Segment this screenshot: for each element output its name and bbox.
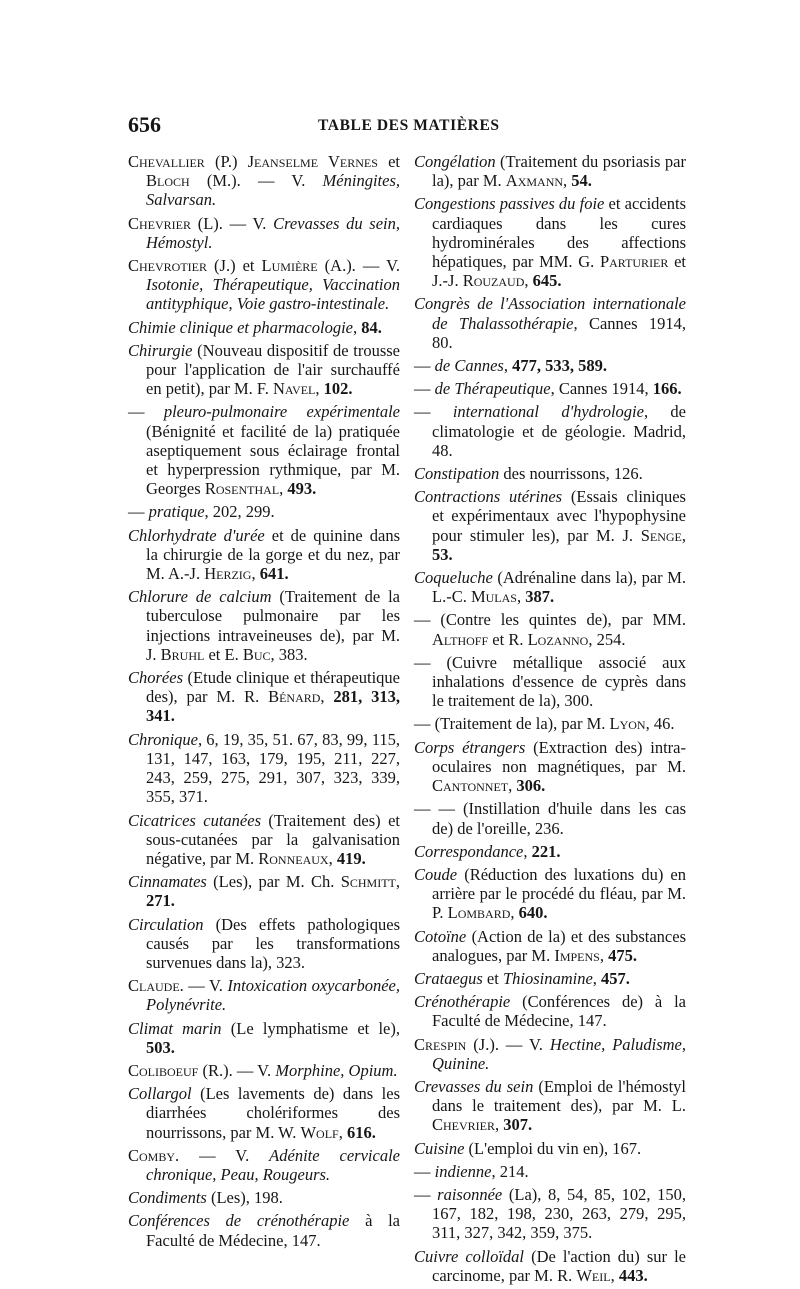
entry-term: Méningites, Salvarsan. <box>146 171 400 210</box>
entry-text: , <box>592 968 602 988</box>
index-entry <box>414 799 686 837</box>
index-entry <box>414 1162 686 1181</box>
entry-text: (R.). — V. <box>198 1060 276 1080</box>
entry-text: et <box>482 968 503 988</box>
entry-text: (Les), par M. Ch. <box>206 872 341 892</box>
entry-text: , 214. <box>491 1161 529 1181</box>
author-name: Ronneaux <box>258 848 329 868</box>
entry-term: pleuro-pulmonaire expérimentale <box>163 402 401 422</box>
page-ref: 221. <box>531 841 561 861</box>
entry-text: et <box>377 152 400 171</box>
index-entry <box>128 976 400 1014</box>
entry-text: , de climatologie et de géologie. Madrid, 48. <box>432 402 687 460</box>
entry-text: (M.). — V. <box>189 171 323 191</box>
index-entry <box>414 379 686 398</box>
author-name: Lumière <box>261 256 318 276</box>
entry-term: Constipation <box>414 464 500 484</box>
page-ref: 281, 313, 341. <box>146 687 401 726</box>
entry-text: (Des effets pathologiques causés par les transformations survenues dans la), 323. <box>146 914 400 972</box>
entry-text: , <box>516 587 526 607</box>
entry-term: Chronique <box>128 729 198 749</box>
author-name: Wolf <box>300 1122 339 1142</box>
index-entry <box>414 969 686 988</box>
entry-term: Cicatrices cutanées <box>128 810 261 830</box>
author-name: Rosenthal <box>204 479 280 499</box>
entry-text: , <box>524 271 533 291</box>
index-entry <box>128 1211 400 1249</box>
entry-term: Crevasses du sein <box>414 1076 534 1096</box>
author-name: Senge <box>640 525 682 545</box>
page-ref: 54. <box>571 171 592 191</box>
author-name: Bénard <box>268 687 321 707</box>
index-entry <box>414 402 686 460</box>
index-entry <box>414 487 686 564</box>
left-column <box>128 152 400 1254</box>
author-name: Schmitt <box>340 872 396 892</box>
entry-text: , <box>315 379 324 399</box>
entry-term: Congrès de l'Association internationale de Thalassothérapie <box>414 294 686 333</box>
index-entry <box>414 653 686 711</box>
index-entry <box>128 1019 400 1057</box>
author-name: Althoff <box>432 629 489 649</box>
entry-text: (De l'action du) sur le carcinome, par M. R. <box>432 1246 686 1285</box>
entry-term: raisonnée <box>437 1184 503 1204</box>
entry-text: — <box>414 1184 438 1204</box>
page-ref: 503. <box>146 1037 175 1057</box>
index-entry <box>414 194 686 290</box>
entry-text: (A.). — V. <box>317 256 400 276</box>
index-entry <box>414 1247 686 1285</box>
entry-text: , <box>508 776 517 796</box>
index-entry <box>414 992 686 1030</box>
index-entry <box>414 865 686 923</box>
entry-text: , <box>338 1122 347 1142</box>
author-name: Buc <box>242 644 271 664</box>
page-ref: 477, 533, 589. <box>512 356 607 376</box>
entry-text: . — V. <box>175 1145 270 1165</box>
entry-text: (Extraction des) intra-oculaires non magnétiques, par M. <box>432 737 686 776</box>
index-entry <box>128 256 400 314</box>
entry-text: (Les), 198. <box>206 1188 283 1208</box>
index-entry <box>128 587 400 664</box>
entry-text: , <box>395 872 400 892</box>
author-name: Navel <box>273 379 316 399</box>
entry-text: , <box>610 1265 619 1285</box>
entry-text: des nourrissons, 126. <box>499 464 643 484</box>
entry-term: Cuivre colloïdal <box>414 1246 525 1266</box>
entry-term: Crataegus <box>414 968 483 988</box>
author-name: Comby <box>128 1145 176 1165</box>
author-name: Parturier <box>599 252 669 272</box>
author-name: Jeanselme Vernes <box>247 152 378 171</box>
page-ref: 84. <box>361 317 382 337</box>
entry-term: d'urée <box>223 525 265 545</box>
entry-text: (P.) <box>204 152 248 171</box>
page-ref: 640. <box>518 903 548 923</box>
entry-text: (Etude clinique et thérapeutique des), par M. R. <box>146 668 400 707</box>
index-entry <box>128 1061 400 1080</box>
page-number: 656 <box>128 112 161 137</box>
entry-text: et J.-J. <box>432 252 686 291</box>
author-name: Lombard <box>447 903 511 923</box>
index-entry <box>128 730 400 807</box>
entry-term: Thiosinamine <box>502 968 593 988</box>
page-ref: 53. <box>432 544 453 564</box>
entry-text: (Traitement des) et sous-cutanées par la galvanisation négative, par M. <box>146 810 400 868</box>
entry-text: et R. <box>488 629 528 649</box>
entry-text: et accidents cardiaques dans les cures hydrominérales des affections hépatiques, par MM. G. <box>432 194 687 272</box>
entry-text: (L). — V. <box>191 213 274 233</box>
index-entry <box>128 1084 400 1142</box>
author-name: Chevrier <box>128 213 192 233</box>
entry-text: , <box>279 479 288 499</box>
index-entry <box>128 214 400 252</box>
entry-text: — — (Instillation d'huile dans les cas de) de l'oreille, 236. <box>414 799 686 838</box>
author-name: Bruhl <box>160 644 205 664</box>
author-name: Chevrier <box>432 1115 496 1135</box>
index-entry <box>414 1077 686 1135</box>
author-name: Coliboeuf <box>128 1060 199 1080</box>
page-ref: 306. <box>516 776 546 796</box>
entry-text: , Cannes 1914, 80. <box>432 313 686 352</box>
entry-text: — <box>414 1161 435 1181</box>
entry-text: (J.) et <box>207 256 262 276</box>
author-name: Impens <box>554 945 600 965</box>
entry-text: , <box>681 525 686 545</box>
entry-term: pratique <box>148 502 205 522</box>
author-name: Rouzaud <box>462 271 525 291</box>
index-entry <box>414 464 686 483</box>
entry-text: (Bénignité et facilité de la) pratiquée aseptiquement sous éclairage frontal et hyperpression rythmique, par M. Georges <box>146 421 400 499</box>
index-entry <box>128 502 400 521</box>
entry-term: Cuisine <box>414 1138 465 1158</box>
page-ref: 307. <box>503 1115 533 1135</box>
entry-text: (Le lymphatisme et le), <box>221 1018 400 1038</box>
author-name: Lozanno <box>527 629 589 649</box>
page-ref: 387. <box>525 587 555 607</box>
entry-term: Collargol <box>128 1084 192 1104</box>
page-ref: 457. <box>601 968 630 988</box>
index-entry <box>414 294 686 352</box>
page-ref: 419. <box>336 848 366 868</box>
entry-term: Congestions passives du foie <box>414 194 605 214</box>
author-name: Axmann <box>505 171 564 191</box>
page-ref: 102. <box>323 379 353 399</box>
page-ref: 166. <box>652 379 682 399</box>
author-name: Weil <box>576 1265 611 1285</box>
entry-text: — <box>414 356 435 376</box>
entry-term: Morphine, Opium. <box>275 1060 398 1080</box>
entry-term: Contractions utérines <box>414 487 563 507</box>
entry-text: . — V. <box>179 976 228 996</box>
entry-term: Conférences de crénothérapie <box>128 1211 350 1231</box>
entry-term: de Cannes <box>434 356 504 376</box>
index-entry <box>128 872 400 910</box>
entry-term: Chlorure de calcium <box>128 587 272 607</box>
page-ref: 616. <box>346 1122 376 1142</box>
index-entry <box>128 341 400 399</box>
entry-text: (J.). — V. <box>466 1034 550 1054</box>
entry-text: (Nouveau dispositif de trousse pour l'application de l'air surchauffé en petit), par M. F. <box>146 340 400 399</box>
author-name: Chevallier <box>128 152 205 171</box>
entry-term: Coude <box>414 864 458 884</box>
page-ref: 493. <box>287 479 317 499</box>
entry-term: Cinnamates <box>128 872 207 892</box>
page-ref: 443. <box>618 1265 648 1285</box>
entry-text: — <box>128 502 149 522</box>
entry-term: Crevasses du sein, Hémostyl. <box>146 213 400 252</box>
page-ref: 475. <box>608 945 637 965</box>
entry-text: , <box>563 171 572 191</box>
author-name: Lyon <box>609 714 646 734</box>
index-entry <box>414 842 686 861</box>
entry-term: Correspondance <box>414 841 524 861</box>
entry-text: — (Cuivre métallique associé aux inhalations d'essence de cyprès dans le traitement de la), 300. <box>414 652 686 711</box>
entry-term: de Thérapeutique <box>434 379 551 399</box>
entry-text: , 46. <box>645 714 675 734</box>
author-name: Bloch <box>146 171 190 191</box>
index-entry <box>414 152 686 190</box>
entry-term: Coqueluche <box>414 568 493 588</box>
index-entry <box>128 1188 400 1207</box>
index-entry <box>128 915 400 973</box>
entry-term: international d'hydrologie <box>452 402 644 422</box>
entry-text: (La), 8, 54, 85, 102, 150, 167, 182, 198, 230, 263, 279, 295, 311, 327, 342, 359, 375. <box>432 1184 686 1243</box>
entry-text <box>217 526 224 545</box>
entry-term: Adénite cervicale chronique, Peau, Rougeurs. <box>146 1145 400 1184</box>
index-entry <box>128 152 400 210</box>
index-entry <box>128 1146 400 1184</box>
index-entry <box>128 526 400 584</box>
entry-text: — <box>414 402 453 422</box>
entry-text: , 6, 19, 35, 51. 67, 83, 99, 115, 131, 147, 163, 179, 195, 211, 227, 243, 259, 275, 291, 307, 323, 339, 355, 371. <box>146 729 400 807</box>
index-entry <box>414 1185 686 1243</box>
entry-term: Corps étrangers <box>414 737 526 757</box>
entry-term: Chimie clinique et pharmacologie <box>128 317 353 337</box>
entry-text: (Traitement de la tuberculose pulmonaire par les injections intraveineuses de), par M. J. <box>146 587 401 664</box>
author-name: Crespin <box>414 1034 467 1054</box>
index-entry <box>128 402 400 498</box>
index-entry <box>414 1139 686 1158</box>
entry-term: Congélation <box>414 152 496 171</box>
entry-text: , 202, 299. <box>204 502 275 522</box>
entry-term: Climat marin <box>128 1018 222 1038</box>
entry-term: Cotoïne <box>414 926 467 946</box>
entry-text: — (Contre les quintes de), par MM. <box>414 610 686 630</box>
entry-text: , <box>523 841 532 861</box>
entry-text: , <box>503 356 513 376</box>
entry-text: , <box>251 564 260 584</box>
entry-text: , <box>599 945 609 965</box>
page-ref: 271. <box>146 891 175 911</box>
index-entry <box>414 714 686 733</box>
entry-term: Condiments <box>128 1188 207 1208</box>
entry-text: , <box>510 903 519 923</box>
entry-term: Chirurgie <box>128 340 193 360</box>
entry-text: (Réduction des luxations du) en arrière par le procédé du fléau, par M. P. <box>432 864 686 923</box>
entry-text: , 254. <box>588 629 626 649</box>
entry-text: (Adrénaline dans la), par M. L.-C. <box>432 568 686 607</box>
entry-term: indienne <box>434 1161 492 1181</box>
index-entry <box>414 610 686 648</box>
entry-term: Chlorhydrate <box>128 525 217 545</box>
entry-text: et de quinine dans la chirurgie de la gorge et du nez, par M. A.-J. <box>146 525 401 584</box>
author-name: Mulas <box>470 587 517 607</box>
entry-term: Chorées <box>128 668 183 688</box>
entry-text: , <box>320 687 334 707</box>
index-entry <box>414 738 686 796</box>
entry-text: (Conférences de) à la Faculté de Médecine, 147. <box>432 992 686 1031</box>
entry-term: Hectine, Paludisme, Quinine. <box>432 1034 686 1073</box>
entry-text: et E. <box>204 644 243 664</box>
author-name: Chevrotier <box>128 256 207 276</box>
entry-text: , <box>353 317 362 337</box>
entry-text: — <box>414 379 435 399</box>
entry-text: — (Traitement de la), par M. <box>414 714 610 734</box>
entry-text: (Emploi de l'hémostyl dans le traitement des), par M. L. <box>432 1076 686 1116</box>
author-name: Claude <box>128 976 180 996</box>
entry-text: (L'emploi du vin en), 167. <box>464 1138 642 1158</box>
entry-term: Isotonie, Thérapeutique, Vaccination antityphique, Voie gastro-intestinale. <box>146 275 400 314</box>
entry-text: à la Faculté de Médecine, 147. <box>146 1211 400 1250</box>
index-entry <box>414 356 686 375</box>
index-entry <box>128 811 400 869</box>
entry-text: (Action de la) et des substances analogues, par M. <box>432 926 686 965</box>
running-title: TABLE DES MATIÈRES <box>318 117 500 134</box>
entry-text: (Traitement du psoriasis par la), par M. <box>432 152 686 191</box>
right-column <box>414 152 686 1289</box>
entry-text: , <box>495 1115 504 1135</box>
page-header <box>128 112 688 138</box>
page-ref: 645. <box>532 271 562 291</box>
entry-term: Intoxication oxycarbonée, Polynévrite. <box>146 976 400 1015</box>
page-ref: 641. <box>259 564 289 584</box>
entry-text: (Les lavements de) dans les diarrhées cholériformes des nourrissons, par M. W. <box>146 1084 400 1142</box>
entry-text: , Cannes 1914, <box>550 379 653 399</box>
index-entry <box>128 318 400 337</box>
entry-term: Circulation <box>128 914 204 934</box>
entry-term: Crénothérapie <box>414 992 511 1012</box>
author-name: Herzig <box>204 564 252 584</box>
index-entry <box>414 927 686 965</box>
author-name: Cantonnet <box>432 776 509 796</box>
index-entry <box>414 1035 686 1073</box>
entry-text: , 383. <box>270 644 308 664</box>
entry-text: — <box>128 402 164 422</box>
entry-text: (Essais cliniques et expérimentaux avec l'hypophysine pour stimuler les), par M. J. <box>432 487 686 545</box>
entry-text: , <box>328 848 337 868</box>
index-entry <box>414 568 686 606</box>
index-entry <box>128 668 400 726</box>
